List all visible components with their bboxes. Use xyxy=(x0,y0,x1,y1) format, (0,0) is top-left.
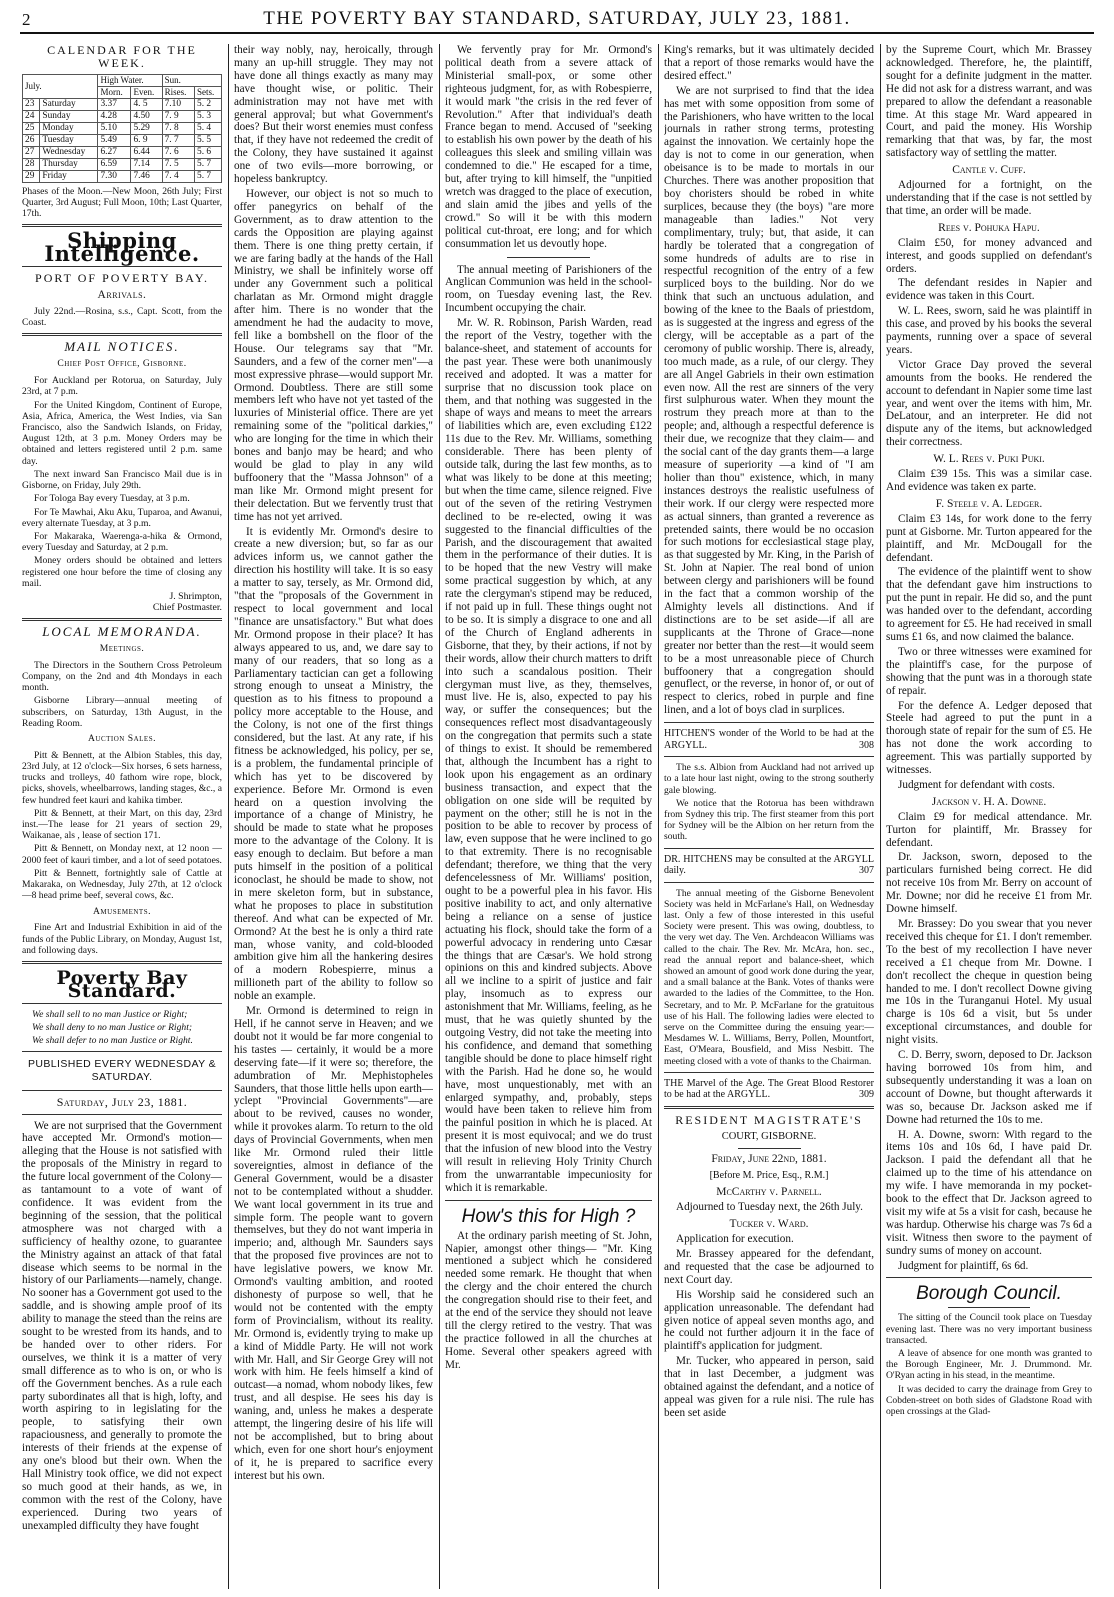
auction-notice: Pitt & Bennett, at their Mart, on this day, 23rd inst.—The lease for 21 years of section 29, Waikanae, als , lease of section 171. xyxy=(22,807,222,842)
article-paragraph: The annual meeting of Parishioners of the Anglican Communion was held in the school-room, on Tuesday evening last, the Rev. Incumbent occupying the chair. xyxy=(445,263,652,315)
calendar-sub-rises: Rises. xyxy=(162,86,194,98)
ad-number: 307 xyxy=(859,865,874,877)
case-paragraph: Mr. Brassey: Do you swear that you never received this cheque for £1. I don't remember. To the best of my recollection I have never received a £1 cheque from Mr. Downe. I don't recollect the cheque in question being handed to me. I don't recollect Downe giving me 10s in the Turanganui Hotel. My usual charge is 10s 6d a visit, but 5s under exceptional circumstances, and double for night visits. xyxy=(886,918,1092,1047)
case-title: McCarthy v. Parnell. xyxy=(716,1186,822,1199)
motto-line: We shall defer to no man Justice or Right. xyxy=(32,1034,193,1046)
ad-text: DR. HITCHENS may be consulted at the ARGYLL daily. xyxy=(664,853,874,877)
mail-notice: Money orders should be obtained and letters registered one hour before the time of closing any mail. xyxy=(22,555,222,589)
mail-notice: The next inward San Francisco Mail due is in Gisborne, on Friday, July 29th. xyxy=(22,468,222,492)
case-paragraph: Claim £9 for medical attendance. Mr. Turton for plaintiff, Mr. Brassey for defendant. xyxy=(886,810,1092,849)
arrivals-head: Arrivals. xyxy=(97,289,147,302)
mail-notice: For Makaraka, Waerenga-a-hika & Ormond, every Tuesday and Saturday, at 2 p.m. xyxy=(22,530,222,554)
local-title: LOCAL MEMORANDA. xyxy=(42,623,202,639)
ad-text: HITCHEN'S wonder of the World to be had at the ARGYLL. xyxy=(664,728,874,751)
table-row: 23 Saturday 3.37 4. 5 7.10 5. 2 xyxy=(23,98,222,110)
advertisement xyxy=(664,1078,874,1101)
high-title: How's this for High ? xyxy=(461,1205,636,1227)
postmaster-name: J. Shrimpton, xyxy=(169,590,222,602)
mail-title: MAIL NOTICES. xyxy=(64,339,180,355)
auction-notice: Pitt & Bennett, fortnightly sale of Cattle at Makaraka, on Wednesday, July 27th, at 12 o'clock—8 head prime beef, several cows, &c. xyxy=(22,867,222,902)
case-title: Cantle v. Cuff. xyxy=(952,164,1026,177)
editorial-paragraph: their way nobly, nay, heroically, through many an up-hill struggle. They may not have done all things exactly as many may have thought wise, or politic. Their administration may not have met with general approval; but what Government's does? But their worst enemies must confess that, if they have not redeemed the credit of the Colony, they have sustained it against one of two evils—more borrowing, or hopeless bankruptcy. xyxy=(234,44,433,186)
column-1 xyxy=(22,44,222,1589)
published-line: PUBLISHED EVERY WEDNESDAY & SATURDAY. xyxy=(28,1057,216,1083)
mail-notice: For the United Kingdom, Continent of Europe, Asia, Africa, America, the West Indies, via San Francisco, also the Sandwich Islands, on Friday, August 12th, at 3 p.m. Money Orders may be obtained and letters registered until 2 p.m. same day. xyxy=(22,399,222,467)
news-item: The annual meeting of the Gisborne Benevolent Society was held in McFarlane's Hall, on Wednesday last. Only a few of those interested in this useful Society were present. This was owing, doubtless, to the very wet day. The Ven. Archdeacon Williams was called to the chair. The Rev. Mr. McAra, hon. sec., read the annual report and balance-sheet, which showed an amount of good work done during the year, and a small balance at the Bank. Votes of thanks were awarded to the ladies of the Committee, to the Hon. Secretary, and to Mr. P. McFarlane for the gratuitous use of his Hall. The following ladies were elected to serve on the Committee during the ensuing year:—Mesdames W. L. Williams, Berry, Pollen, Mountfort, East, O'Meara, Bousfield, and Miss Nesbitt. The meeting closed with a vote of thanks to the Chairman. xyxy=(664,887,874,1067)
arrivals-text: July 22nd.—Rosina, s.s., Capt. Scott, from the Coast. xyxy=(22,306,222,329)
table-row: 29 Friday 7.30 7.46 7. 4 5. 7 xyxy=(23,170,222,182)
rm-before: [Before M. Price, Esq., R.M.] xyxy=(709,1169,829,1181)
case-title: Jackson v. H. A. Downe. xyxy=(931,795,1047,808)
case-paragraph: For the defence A. Ledger deposed that Steele had agreed to put the punt in a thorough state of repair for the sum of £5. He has not done the work according to agreement. This was partially supported by witnesses. xyxy=(886,699,1092,777)
case-paragraph: Claim £39 15s. This was a similar case. And evidence was taken ex parte. xyxy=(886,468,1092,493)
table-row: 26 Tuesday 5.49 6. 9 7. 7 5. 5 xyxy=(23,134,222,146)
case-paragraph: His Worship said he considered such an application unreasonable. The defendant had given notice of appeal seven months ago, and he could not further adjourn it in the face of plaintiff's application for judgment. xyxy=(664,1288,874,1353)
case-paragraph: Adjourned to Tuesday next, the 26th July. xyxy=(676,1201,863,1214)
case-paragraph: C. D. Berry, sworn, deposed to Dr. Jackson having borrowed 10s from him, and subsequently understanding it was a loan on account of Downe, but thought afterwards it was so, because Dr. Jackson asked me if Downe had returned the 10s to me. xyxy=(886,1049,1092,1126)
article-paragraph: At the ordinary parish meeting of St. John, Napier, amongst other things— "Mr. King mentioned a subject which he considered needed some remark. He thought that when the clergy and the choir entered the church the congregation should rise to their feet, and at the end of the service they should not leave till the clergy retired to the vestry. That was the practice followed in all the churches at Home. Several other speakers agreed with Mr. xyxy=(445,1229,652,1371)
case-paragraph: Adjourned for a fortnight, on the understanding that if the case is not settled by that time, an order will be made. xyxy=(886,179,1092,217)
meeting-notice: The Directors in the Southern Cross Petroleum Company, on the 2nd and 4th Mondays in each month. xyxy=(22,659,222,694)
motto-line: We shall sell to no man Justice or Right; xyxy=(32,1008,188,1020)
case-paragraph: Judgment for plaintiff, 6s 6d. xyxy=(898,1259,1029,1272)
article-paragraph: King's remarks, but it was ultimately decided that a report of those remarks would have the desired effect." xyxy=(664,44,874,82)
amusements-head: Amusements. xyxy=(93,905,151,917)
case-paragraph: H. A. Downe, sworn: With regard to the items 10s and 10s 6d, I have paid Dr. Jackson. I paid the defendant all that he claimed up to the time of his attendance on my wife. I have memoranda in my pocket-book to the effect that Dr. Jackson agreed to visit my wife at 5s a visit for cash, because he was hardup. Otherwise his charge was 7s 6d a visit. Witness then swore to the payment of sundry sums of money on account. xyxy=(886,1128,1092,1257)
case-paragraph: by the Supreme Court, which Mr. Brassey acknowledged. Therefore, he, the plaintiff, sought for a definite judgment in the matter. He did not ask for a distress warrant, and was prepared to allow the defendant a reasonable time. At this stage Mr. Ward appeared in Court, and paid the money. His Worship remarking that that was, by far, the most satisfactory way of settling the matter. xyxy=(886,44,1092,160)
case-title: F. Steele v. A. Ledger. xyxy=(935,497,1043,510)
case-paragraph: Claim £3 14s, for work done to the ferry punt at Gisborne. Mr. Turton appeared for the plaintiff, and Mr. McDougall for the defendant. xyxy=(886,512,1092,564)
council-item: A leave of absence for one month was granted to the Borough Engineer, Mr. J. Drummond. Mr. O'Ryan acting in his stead, in the meantime. xyxy=(886,1347,1092,1382)
mail-notice: For Auckland per Rotorua, on Saturday, July 23rd, at 7 p.m. xyxy=(22,375,222,398)
calendar-sub-even: Even. xyxy=(131,86,162,98)
case-paragraph: Claim £50, for money advanced and interest, and goods supplied on defendant's orders. xyxy=(886,236,1092,275)
calendar-col-high-water: High Water. xyxy=(98,74,162,86)
column-5 xyxy=(886,44,1092,1589)
moon-phases: Phases of the Moon.—New Moon, 26th July; First Quarter, 3rd August; Full Moon, 10th; Last Quarter, 17th. xyxy=(22,185,222,220)
borough-title: Borough Council. xyxy=(916,1283,1062,1305)
news-item: The s.s. Albion from Auckland had not arrived up to a late hour last night, owing to the strong southerly gale blowing. xyxy=(664,762,874,796)
column-3 xyxy=(445,44,652,1589)
table-row: 28 Thursday 6.59 7.14 7. 5 5. 7 xyxy=(23,158,222,170)
case-title: W. L. Rees v. Puki Puki. xyxy=(933,453,1045,466)
calendar-sub-sets: Sets. xyxy=(195,86,222,98)
case-paragraph: Mr. Brassey appeared for the defendant, and requested that the case be adjourned to next Court day. xyxy=(664,1248,874,1286)
mail-notice: For Tologa Bay every Tuesday, at 3 p.m. xyxy=(34,493,190,505)
council-item: It was decided to carry the drainage from Grey to Cobden-street on both sides of Gladstone Road with open crossings at the Glad- xyxy=(886,1383,1092,1417)
mail-office: Chief Post Office, Gisborne. xyxy=(57,358,187,370)
editorial-paragraph: We are not surprised that the Government have accepted Mr. Ormond's motion—alleging that the House is not satisfied with the proposals of the Ministry in regard to the future local government of the Colony—as tantamount to a vote of want of confidence. It was evident from the beginning of the session, that the political atmosphere was not charged with a sufficiency of healthy ozone, to guarantee the Ministry against an attack of that fatal disease which seems to be normal in the history of our Parliaments—namely, change. No sooner has a Government got used to the saddle, and is showing ample proof of its ability to manage the steed than the reins are sought to be wrested from its hands, and to be handed over to other riders. For ourselves, we think it is a matter of very small difference as to who is on, or who is off the Government benches. As a rule each party subordinates all that is high, lofty, and worth aspiring to in legislating for the people, to satisfying their own rapaciousness, and generally to promote the interests of their friends at the expense of any one's blood but their own. When the Hall Ministry took office, we did not expect so much good at their hands, as we, in common with the rest of the Colony, have experienced. During two years of unexampled difficulty they have fought xyxy=(22,1119,222,1532)
case-paragraph: Mr. Tucker, who appeared in person, said that in last December, a judgment was obtained against the defendant, and a notice of appeal was given for a rule nisi. The rule has been set aside xyxy=(664,1355,874,1419)
calendar-title: CALENDAR FOR THE WEEK. xyxy=(47,44,197,70)
editorial-paragraph: Mr. Ormond is determined to reign in Hell, if he cannot serve in Heaven; and we doubt not it would be far more congenial to his tastes — certainly, it would be a more deserving fate—if it were so; therefore, the adumbration of Mr. Mephistopheles Saunders, that those little hells upon earth—yclept "Provincial Governments"—are about to be revived, causes no wonder, while it provokes alarm. To return to the old days of Provincial Governments, when men like Mr. Ormond ruled their little sovereignties, almost in defiance of the General Government, would be a disaster not to be contemplated without a shudder. We want local government in its true and simple form. The people want to govern themselves, but they do not want imperia in imperio; and, although Mr. Saunders says that the proposed five provinces are not to have legislative powers, we know Mr. Ormond's vaulting ambition, and rooted dishonesty of purpose so well, that he would not be contented with the empty form of Provincialism, without its reality. Mr. Ormond is, evidently trying to make up a kind of Middle Party. He will not work with Mr. Hall, and Sir George Grey will not work with him. He feels himself a kind of outcast—a nomad, whom nobody likes, few trust, and all despise. He sees his day is waning, and, unless he makes a desperate attempt, the lingering desire of his life will not be accomplished, but to bring about which, even for one short hour's enjoyment of it, he is prepared to sacrifice every interest but his own. xyxy=(234,1005,433,1482)
article-paragraph: Mr. W. R. Robinson, Parish Warden, read the report of the Vestry, together with the balance-sheet, and statement of accounts for the past year. These were both unanimously received and adopted. It was a matter for surprise that no discussion took place on them, and that nothing was suggested in the shape of ways and means to meet the arrears of liabilities which are, even excluding £122 11s due to the Rev. Mr. Williams, something considerable. There has been plenty of outside talk, during the last few months, as to what was likely to be done at this meeting; but when the time came, silence reigned. Five out of the seven of the retiring Vestrymen declined to be re-elected, owing it was suggested to the financial difficulties of the Parish, and the discouragement that awaited them in the performance of their duties. It is to be hoped that the new Vestry will make some practical suggestion by which, at any rate the clergyman's stipend may be reduced, if not paid up in full. These things ought not to be so. It is simply a disgrace to one and all of the Church of England adherents in Gisborne, that they, by their actions, if not by their words, allow their church matters to drift into such a scandalous position. Their clergyman must live, as they, themselves, must live. He is, also, expected to pay his way, or suffer the consequences; but the consequences reflect most disadvantageously on the congregation that permits such a state of things to exist. It should be remembered that, although the Incumbent has a right to look upon his engagement as an ordinary business transaction, and expect that the obligation on one side will be requited by payment on the other; still he is not in the position to be able to recover by process of law, even suppose that he were inclined to go to that extremity. There is no recognisable defendant; therefore, we thing that the very defencelessness of Mr. Williams' position, ought to be a powerful plea in his favor. His positive inability to act, and only alternative being a reliance on a sense of justice actuating his flock, should take the form of a powerful advocacy in rendering unto Cæsar the things that are Cæsar's. We hold strong opinions on this and kindred subjects. Above all we incline to a spirit of justice and fair play, insomuch as to express our astonishment that Mr. Williams, feeling, as he must, that he was quietly shunted by the outgoing Vestry, did not take the meeting into his confidence, and demand that something tangible should be done to place himself right with the Parish. Had he done so, he would have, most unquestionably, met with an enlarged sympathy, and, probably, steps would have been taken to relieve him from the painful position in which he is placed. At present it is most equivocal; and we do trust that the infusion of new blood into the Vestry will result in relieving Holy Trinity Church from the unwarrantable impecuniosity for which it is remarkable. xyxy=(445,317,652,1194)
advertisement xyxy=(664,854,874,877)
column-rule xyxy=(658,44,659,1589)
meetings-head: Meetings. xyxy=(99,642,145,654)
article-paragraph: We are not surprised to find that the idea has met with some opposition from some of the Parishioners, who have written to the local journals in rather strong terms, protesting against the innovation. We certainly hope the day is not to come in our generation, when obeisance is to be made to mortals in our Churches. There was another proposition that boy choristers should be robed in white surplices, because they (the boys) "are more manageable than ladies." Not very complimentary, truly; but, that aside, it can hardly be tolerated that a congregation of some hundreds of adults are to rise in respectful recognition of the entry of a few surpliced boys to the building. Nor do we think that such an unctuous adulation, and bowing of the knee to the Baals of priestdom, as is suggested at the ingress and egress of the clergy, will be acceptable as a part of the ceromony of public worship. There is, already, too much made, as a rule, of our clergy. They are all Angel Gabriels in their own estimation even now. All the rest are sinners of the very first sulphurous water. When they mount the rostrum they preach more at than to the people; and, although a respectful deference is their due, we recognize that they claim— and the social cant of the day grants them—a large measure of superiority —a kind of "I am holier than thou" existence, which, in many instances destroys the realistic usefulness of their work. If our clergy were respected more as actual sinners, than granted a reverence as pretended saints, there would be no occasion for such motions for ecclesiastical stage play, as that suggested by Mr. King, in the Parish of St. John at Napier. The real bond of union between clergy and parishioners will be found in the fact that a common worship of the Almighty levels all distinctions. And if distinctions are to be set aside—if all are supplicants at the Throne of Grace—none greater nor better than the rest—it would seem to be a most unreasonable piece of Church buffoonery that a congregation should genuflect, or the reverse, in honor of, or out of respect to clerics, robed in purple and fine linen, and a lot of boys clad in surplices. xyxy=(664,84,874,717)
newspaper-title: THE POVERTY BAY STANDARD, SATURDAY, JULY 23, 1881. xyxy=(263,8,851,29)
amusement-notice: Fine Art and Industrial Exhibition in aid of the funds of the Public Library, on Monday, August 1st, and following days. xyxy=(22,922,222,956)
column-rule xyxy=(439,44,440,1589)
case-paragraph: Two or three witnesses were examined for the plaintiff's case, for the purpose of showing that the punt was in a thorough state of repair. xyxy=(886,645,1092,697)
ad-text: THE Marvel of the Age. The Great Blood Restorer to be had at the ARGYLL. xyxy=(664,1077,874,1101)
calendar-sub-morn: Morn. xyxy=(98,86,131,98)
case-title: Tucker v. Ward. xyxy=(729,1218,809,1231)
calendar-col-month: July. xyxy=(23,74,98,98)
case-paragraph: W. L. Rees, sworn, said he was plaintiff in this case, and proved by his books the several payments, running over a space of several years. xyxy=(886,305,1092,356)
table-row: 27 Wednesday 6.27 6.44 7. 6 5. 6 xyxy=(23,146,222,158)
advertisement xyxy=(664,728,874,751)
page-number: 2 xyxy=(22,10,31,29)
council-item: The sitting of the Council took place on Tuesday evening last. There was no very important business transacted. xyxy=(886,1312,1092,1346)
editorial-paragraph: It is evidently Mr. Ormond's desire to create a new diversion; but, so far as our advices inform us, we cannot gather the direction his hostility will take. It is so easy a matter to say, tersely, as Mr. Ormond did, "that the "proposals of the Government in respect to local government and local "finance are unsatisfactory." But what does Mr. Ormond propose in their place? It has always appeared to us, and, we dare say to many of our readers, that so long as a Parliamentary tactician can get a following strong enough to unseat a Ministry, the question as to his fitness to propound a policy more acceptable to the House, and the Colony, is not one of the first things considered, but the last. At any rate, if his fitness be acknowledged, his policy, per se, is a problem, the fundamental principle of which has yet to be discovered by experience. Before Mr. Ormond is even heard on a question involving the importance of a change of Ministry, he should be made to state what he proposes more to the advantage of the Colony. It is easy enough to declaim. But before a man puts himself in the position of a political iconoclast, he should be made to show, not in mere skeleton form, but in substance, what he proposes to place in substitution thereof. And what can be expected of Mr. Ormond? At the best he is only a third rate man, whose vanity, and cold-blooded ambition give him all the hankering desires of a modern Robespierre, minus a millioneth part of the ability to follow so noble an example. xyxy=(234,525,433,1003)
rm-date: Friday, June 22nd, 1881. xyxy=(711,1152,827,1165)
case-paragraph: Dr. Jackson, sworn, deposed to the particulars furnished being correct. He did not receive 10s from Mr. Berry on account of Mr. Downe; nor did he receive £1 from Mr. Downe himself. xyxy=(886,851,1092,916)
port-title: PORT OF POVERTY BAY. xyxy=(35,271,209,286)
motto-line: We shall deny to no man Justice or Right; xyxy=(32,1021,193,1033)
ad-number: 308 xyxy=(859,739,874,751)
rm-title: RESIDENT MAGISTRATE'S xyxy=(675,1112,863,1127)
auction-notice: Pitt & Bennett, at the Albion Stables, this day, 23rd July, at 12 o'clock—Six horses, 6 sets harness, trucks and trolleys, 40 fathom wire rope, block, picks, shovels, wheelbarrows, landing stages, &c., a few hundred feet kauri and kahika timber. xyxy=(22,749,222,806)
calendar-table xyxy=(22,74,222,183)
case-paragraph: The defendant resides in Napier and evidence was taken in this Court. xyxy=(886,277,1092,303)
news-item: We notice that the Rotorua has been withdrawn from Sydney this trip. The first steamer from this port for Sydney will be the Albion on her return from the south. xyxy=(664,797,874,843)
case-title: Rees v. Pohuka Hapu. xyxy=(938,221,1040,234)
column-4 xyxy=(664,44,874,1589)
ad-number: 309 xyxy=(859,1089,874,1101)
auction-head: Auction Sales. xyxy=(87,732,156,744)
editorial-paragraph: We fervently pray for Mr. Ormond's political death from a severe attack of Ministerial small-pox, or some other righteous judgment, for, as with Robespierre, it would mark "the crisis in the red fever of Revolution." After that individual's death France began to mend. Accused of "seeking to establish his own power by the death of his colleagues this sleek and smiling villain was condemned to die." He escaped for a time, but, after trying to kill himself, the "unpitied wretch was dragged to the place of execution, and slain amid the jibes and yells of the crowd." So will it be with this modern political cut-throat, ere long; and for which consummation let us devoutly hope. xyxy=(445,44,652,250)
meeting-notice: Gisborne Library—annual meeting of subscribers, on Saturday, 13th August, in the Reading Room. xyxy=(22,695,222,729)
paper-title: Poverty Bay Standard. xyxy=(56,967,188,1002)
mail-notice: For Te Mawhai, Aku Aku, Tuparoa, and Awanui, every alternate Tuesday, at 3 p.m. xyxy=(22,506,222,529)
table-row: 25 Monday 5.10 5.29 7. 8 5. 4 xyxy=(23,122,222,134)
postmaster-title: Chief Postmaster. xyxy=(152,601,222,613)
editorial-paragraph: However, our object is not so much to offer panegyrics on behalf of the Government, as to draw attention to the cards the Opposition are playing against them. There is one thing pretty certain, if we are faring badly at the hands of the Hall Ministry, we shall be infinitely worse off under any Government such a political charlatan as Mr. Ormond might draggle after him. There is no wonder that the amendment he had the audacity to move, fell like a bombshell on the floor of the House. Our telegrams say that "Mr. Saunders, and a few of the corner men"—a most expressive phrase—would support Mr. Ormond. Doubtless. There are still some members left who have not yet tasted of the luxuries of Ministerial office. There are yet remaining some of the "political darkies," who are longing for the time in which their bones and banjo may be heard; and who would be glad to play in any wild buffoonery that the "Massa Johnson" of a man like Mr. Ormond might present for their delectation. But we fervently trust that time has not yet arrived. xyxy=(234,187,433,523)
case-paragraph: Victor Grace Day proved the several amounts from the books. He rendered the account to defendant in Napier some time last year, and went over the items with him, Mr. DeLatour, and an interpreter. He did not dispute any of the items, but acknowledged their correctness. xyxy=(886,358,1092,449)
calendar-col-sun: Sun. xyxy=(162,74,221,86)
table-row: 24 Sunday 4.28 4.50 7. 9 5. 3 xyxy=(23,110,222,122)
dateline: Saturday, July 23, 1881. xyxy=(56,1094,188,1109)
case-paragraph: The evidence of the plaintiff went to show that the defendant gave him instructions to put the punt in repair. He did so, and the punt was handed over to the defendant, according to agreement for £5. He had received in small sums £1 6s, and now claimed the balance. xyxy=(886,566,1092,643)
column-rule xyxy=(880,44,881,1589)
auction-notice: Pitt & Bennett, on Monday next, at 12 noon —2000 feet of kauri timber, and a lot of seed potatoes. xyxy=(22,843,222,866)
column-2 xyxy=(234,44,433,1589)
masthead xyxy=(20,6,1094,34)
case-paragraph: Application for execution. xyxy=(676,1233,794,1246)
case-paragraph: Judgment for defendant with costs. xyxy=(898,778,1055,791)
rm-subtitle: COURT, GISBORNE. xyxy=(721,1130,817,1142)
column-rule xyxy=(228,44,229,1589)
shipping-title: Shipping Intelligence. xyxy=(44,228,200,267)
